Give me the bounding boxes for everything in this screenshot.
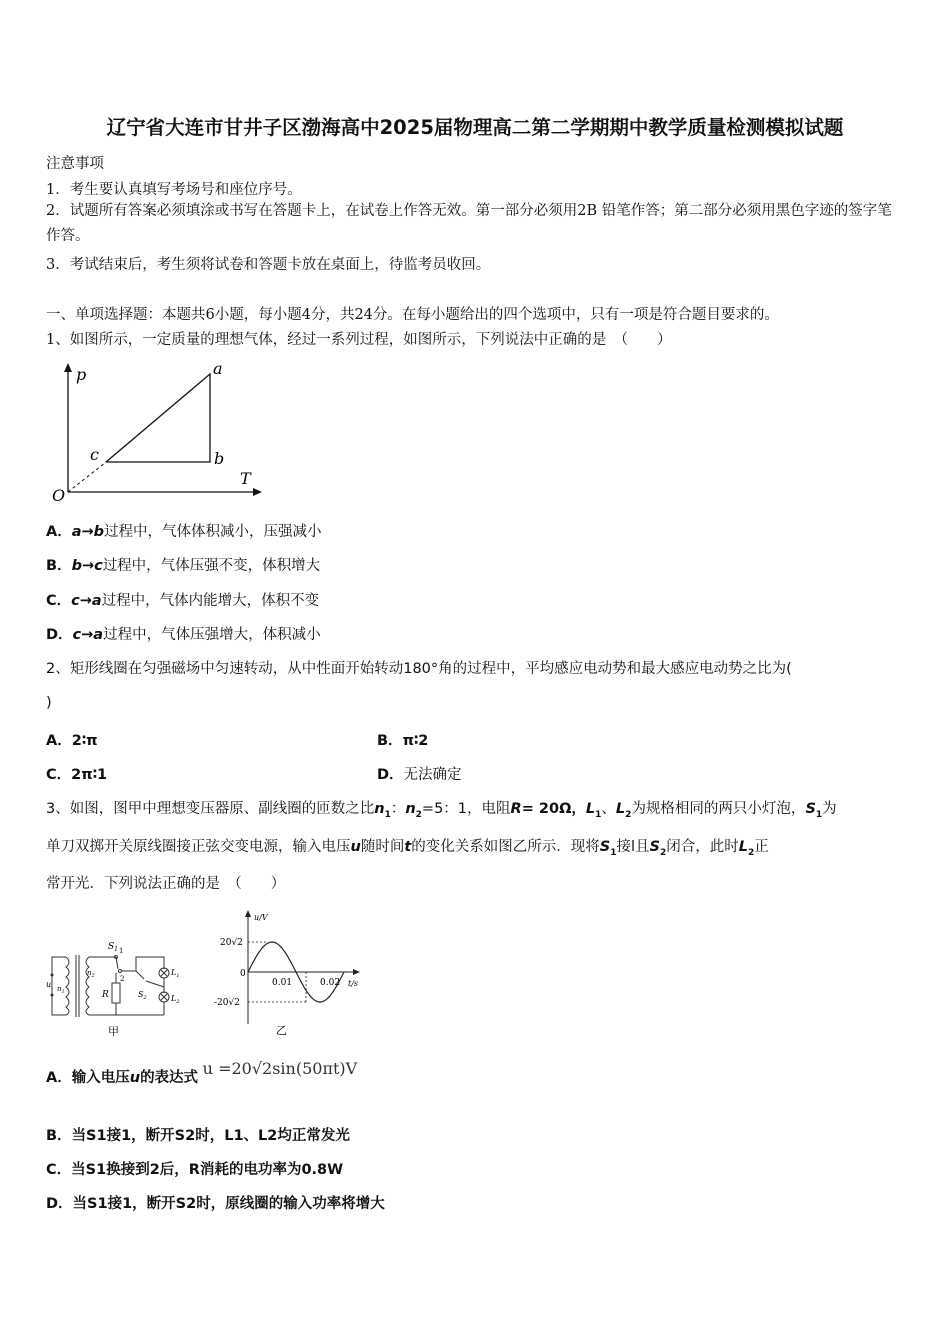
origin-label: O	[52, 486, 66, 505]
q3-waveform-graph	[210, 908, 370, 1040]
q2-option-c[interactable]: C．2π∶1	[46, 767, 108, 783]
q1-option-a[interactable]: A．a→b过程中，气体体积减小，压强减小	[46, 524, 322, 540]
svg-text:0.02: 0.02	[320, 978, 341, 988]
svg-text:n1: $n_1$	[57, 985, 65, 995]
svg-text:2: 2	[120, 975, 125, 983]
q3-stem-line2: 单刀双掷开关原线圈接正弦交变电源，输入电压u随时间t的变化关系如图乙所示．现将$S_1$接l且$S_2$闭合，此时$L_2$正	[46, 839, 769, 858]
q1-option-d[interactable]: D．c→a过程中，气体压强增大，体积减小	[46, 627, 321, 643]
page-title: 辽宁省大连市甘井子区渤海高中2025届物理高二第二学期期中教学质量检测模拟试题	[106, 116, 844, 139]
svg-text:甲: 甲	[108, 1025, 119, 1038]
q3-option-d[interactable]: D．当S1接1，断开S2时，原线圈的输入功率将增大	[46, 1196, 385, 1212]
svg-text:乙: 乙	[276, 1024, 287, 1037]
svg-text:t/s: t/s	[348, 979, 359, 988]
q3-stem-line3: 常开光．下列说法正确的是 （ ）	[46, 876, 286, 892]
p-label: p	[76, 365, 87, 384]
cycle-path	[106, 374, 210, 462]
q1-option-c[interactable]: C．c→a过程中，气体内能增大，体积不变	[46, 593, 320, 609]
q1-pt-graph	[48, 360, 268, 508]
q3-stem-line1: 3、如图，图甲中理想变压器原、副线圈的匝数之比$n_1$：$n_2=5$：1，电阻R= 20Ω，$L_1$、$L_2$为规格相同的两只小灯泡，$S_1$为	[46, 801, 837, 820]
svg-text:u: u	[46, 980, 52, 989]
notice-heading: 注意事项	[46, 156, 104, 172]
q3-option-a-formula: u =20√2sin(50πt)V	[202, 1059, 358, 1078]
q1-option-b[interactable]: B．b→c过程中，气体压强不变，体积增大	[46, 558, 321, 574]
q1-stem: 1、如图所示，一定质量的理想气体，经过一系列过程，如图所示，下列说法中正确的是 （ ）	[46, 332, 672, 348]
t-label: T	[240, 469, 251, 488]
svg-text:0: 0	[240, 969, 246, 979]
q3-circuit-diagram	[46, 935, 186, 1041]
svg-text:u/V: u/V	[254, 913, 268, 922]
dashed-extension	[68, 462, 106, 492]
q2-option-d[interactable]: D．无法确定	[377, 767, 462, 783]
point-c-label: c	[90, 445, 99, 464]
point-b-label: b	[214, 449, 225, 468]
q3-option-b[interactable]: B．当S1接1，断开S2时，L1、L2均正常发光	[46, 1128, 350, 1144]
q2-option-a[interactable]: A．2∶π	[46, 733, 98, 749]
svg-text:1: 1	[119, 947, 124, 955]
q3-option-a[interactable]: A．输入电压u的表达式 u =20√2sin(50πt)V	[46, 1059, 358, 1086]
notice-item-1: 1．考生要认真填写考场号和座位序号。	[46, 182, 302, 198]
notice-item-2: 2．试题所有答案必须填涂或书写在答题卡上，在试卷上作答无效。第一部分必须用2B 铅笔作答；第二部分必须用黑色字迹的签字笔作答。	[46, 203, 892, 244]
svg-text:L1: $L_1$	[171, 968, 180, 979]
svg-text:0.01: 0.01	[272, 978, 293, 988]
svg-text:-20√2: -20√2	[214, 998, 240, 1008]
q2-option-b[interactable]: B．π∶2	[377, 733, 429, 749]
notice-item-3: 3．考试结束后，考生须将试卷和答题卡放在桌面上，待监考员收回。	[46, 257, 491, 273]
q3-option-c[interactable]: C．当S1换接到2后，R消耗的电功率为0.8W	[46, 1162, 344, 1178]
q2-stem-end: )	[46, 695, 52, 711]
svg-text:L2: $L_2$	[171, 994, 180, 1005]
svg-text:20√2: 20√2	[220, 938, 243, 948]
svg-text:R: R	[102, 990, 109, 1000]
q2-stem: 2、矩形线圈在匀强磁场中匀速转动，从中性面开始转动180°角的过程中，平均感应电动势和最大感应电动势之比为(	[46, 661, 792, 677]
section-heading: 一、单项选择题：本题共6小题，每小题4分，共24分。在每小题给出的四个选项中，只有一项是符合题目要求的。	[46, 307, 779, 323]
point-a-label: a	[213, 360, 223, 378]
svg-text:S2: $S_2$	[138, 990, 147, 1001]
svg-text:S1: $S_1$	[108, 942, 118, 953]
svg-text:n2: $n_2$	[87, 969, 95, 979]
